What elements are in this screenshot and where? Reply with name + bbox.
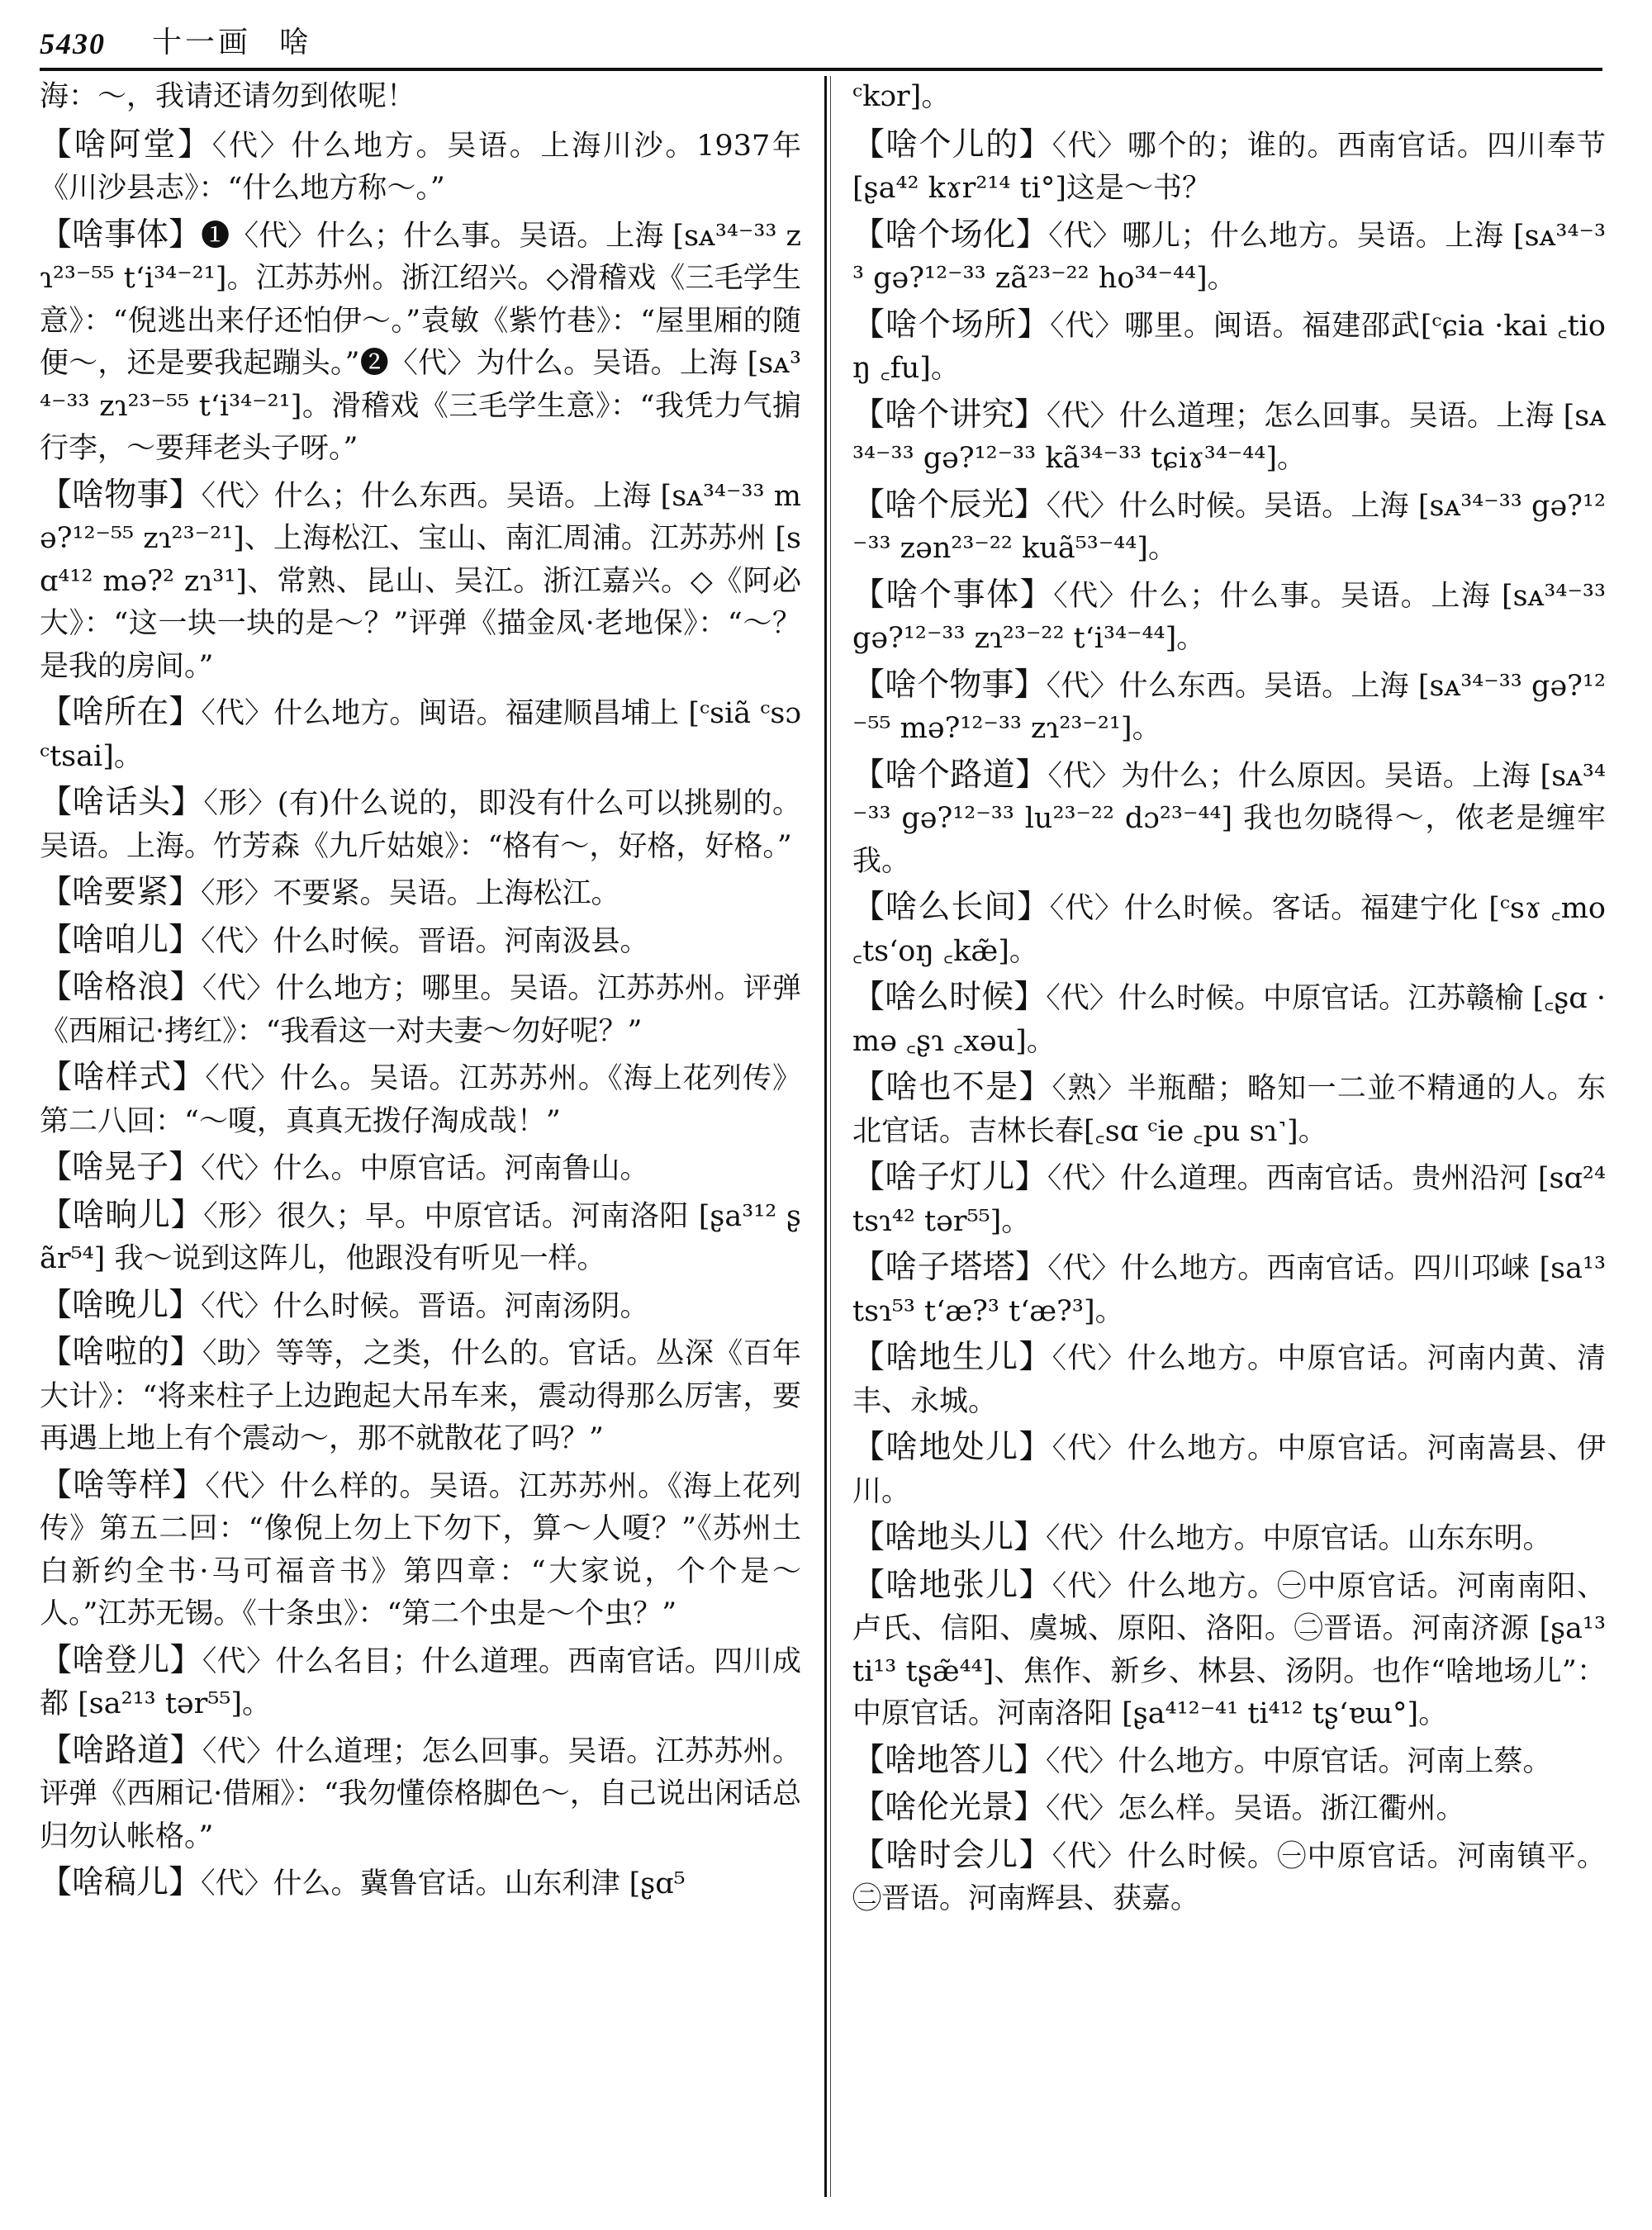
dictionary-entry <box>852 1564 1606 1736</box>
dictionary-entry <box>40 474 801 689</box>
dictionary-entry <box>852 304 1606 391</box>
entry-headword: 【啥个场化】 <box>852 216 1049 254</box>
dictionary-entry <box>852 124 1606 211</box>
entry-headword: 【啥啦的】 <box>40 1334 202 1371</box>
dictionary-entry <box>40 1146 801 1191</box>
column-divider-inner <box>830 76 831 2197</box>
dictionary-entry <box>40 691 801 778</box>
continued-text <box>852 76 1606 119</box>
entry-headword: 【啥晌儿】 <box>40 1196 204 1234</box>
entry-definition: 〈代〉什么地方。中原官话。河南上蔡。 <box>1046 1744 1552 1778</box>
entry-definition: 〈代〉为什么；什么原因。吴语。上海 [sᴀ³⁴⁻³³ gə?¹²⁻³³ lu²³⁻²² dɔ²³⁻⁴⁴] 我也勿晓得～，侬老是缠牢我。 <box>852 759 1606 878</box>
left-column <box>40 76 801 2197</box>
dictionary-entry <box>40 1194 801 1281</box>
entry-headword: 【啥个路道】 <box>852 756 1048 794</box>
entry-definition: 〈形〉(有)什么说的，即没有什么可以挑剔的。吴语。上海。竹芳森《九斤姑娘》：“格有～，好格，好格。” <box>40 787 801 863</box>
dictionary-entry <box>852 754 1606 884</box>
dictionary-entry <box>852 976 1606 1063</box>
entry-headword: 【啥地生儿】 <box>852 1339 1052 1376</box>
dictionary-entry <box>852 484 1606 571</box>
entry-headword: 【啥个辰光】 <box>852 486 1047 524</box>
entry-definition: 〈代〉什么时候。晋语。河南汤阴。 <box>201 1289 649 1323</box>
entry-definition: 〈熟〉半瓶醋；略知一二並不精通的人。东北官话。吉林长春[꜀sɑ ᶜie ꜀pu sɿ˺]。 <box>852 1072 1606 1148</box>
entry-definition: 〈代〉什么。吴语。江苏苏州。《海上花列传》第二八回：“～嗄，真真无拨仔淘成哉！” <box>40 1062 801 1138</box>
entry-headword: 【啥个物事】 <box>852 666 1047 704</box>
entry-definition: 〈代〉哪个的；谁的。西南官话。四川奉节 [ʂa⁴² kɤr²¹⁴ ti°]这是～书？ <box>852 129 1606 205</box>
dictionary-entry <box>40 966 801 1053</box>
entry-definition: 〈代〉什么地方。西南官话。四川邛崃 [sa¹³ tsɿ⁵³ t‘æ?³ t‘æ?³]。 <box>852 1252 1606 1328</box>
entry-definition: 〈代〉什么道理。西南官话。贵州沿河 [sɑ²⁴ tsɿ⁴² tər⁵⁵]。 <box>852 1162 1606 1238</box>
entry-definition: 〈代〉什么地方。吴语。上海川沙。1937年《川沙县志》：“什么地方称～。” <box>40 129 801 205</box>
entry-definition: 〈代〉什么地方。㊀中原官话。河南南阳、卢氏、信阳、虞城、原阳、洛阳。㊁晋语。河南济源 [ʂa¹³ ti¹³ tʂæ̃⁴⁴]、焦作、新乡、林县、汤阴。也作“啥地场儿”：中原官话。河南洛阳 [ʂa⁴¹²⁻⁴¹ ti⁴¹² tʂ‘ɐɯ°]。 <box>852 1569 1606 1730</box>
entry-definition: ᶜkɔr]。 <box>852 80 951 113</box>
entry-headword: 【啥也不是】 <box>852 1069 1052 1106</box>
dictionary-entry <box>852 574 1606 661</box>
entry-headword: 【啥登儿】 <box>40 1641 202 1679</box>
entry-definition: 〈代〉什么时候。吴语。上海 [sᴀ³⁴⁻³³ gə?¹²⁻³³ zən²³⁻²² kuã⁵³⁻⁴⁴]。 <box>852 489 1606 565</box>
entry-headword: 【啥路道】 <box>40 1731 202 1769</box>
entry-definition: 〈形〉很久；早。中原官话。河南洛阳 [ʂa³¹² ʂãr⁵⁴] 我～说到这阵儿，他跟没有听见一样。 <box>40 1199 801 1275</box>
entry-definition: 〈助〉等等，之类，什么的。官话。丛深《百年大计》：“将来柱子上边跑起大吊车来，震动得那么厉害，要再遇上地上有个震动～，那不就散花了吗？” <box>40 1337 801 1455</box>
entry-headword: 【啥话头】 <box>40 784 204 821</box>
entry-headword: 【啥地答儿】 <box>852 1741 1047 1779</box>
entry-definition: 〈代〉什么时候。中原官话。江苏赣榆 [꜀ʂɑ ·mə ꜀ʂɿ ꜀xəu]。 <box>852 982 1606 1058</box>
entry-definition: 〈代〉什么名目；什么道理。西南官话。四川成都 [sa²¹³ tər⁵⁵]。 <box>40 1644 801 1720</box>
entry-headword: 【啥晃子】 <box>40 1149 202 1186</box>
dictionary-entry <box>852 1786 1606 1831</box>
dictionary-entry <box>40 871 801 916</box>
dictionary-entry <box>40 1729 801 1859</box>
entry-definition: 〈代〉哪儿；什么地方。吴语。上海 [sᴀ³⁴⁻³³ gə?¹²⁻³³ zã²³⁻²² ho³⁴⁻⁴⁴]。 <box>852 219 1606 295</box>
entry-definition: 〈代〉什么地方；哪里。吴语。江苏苏州。评弹《西厢记·拷红》：“我看这一对夫妻～勿好呢？” <box>40 972 801 1048</box>
dictionary-entry <box>40 214 801 471</box>
dictionary-entry <box>40 1639 801 1726</box>
dictionary-entry <box>40 1056 801 1143</box>
dictionary-entry <box>40 124 801 211</box>
entry-headword: 【啥物事】 <box>40 476 202 514</box>
dictionary-entry <box>40 919 801 964</box>
entry-headword: 【啥个讲究】 <box>852 396 1047 434</box>
entry-definition: 〈代〉什么。冀鲁官话。山东利津 [ʂɑ⁵ <box>201 1867 686 1900</box>
dictionary-entry <box>852 1516 1606 1561</box>
dictionary-entry <box>852 1739 1606 1784</box>
entry-definition: 〈形〉不要紧。吴语。上海松江。 <box>201 877 620 910</box>
entry-headword: 【啥个儿的】 <box>852 126 1052 164</box>
entry-definition: 〈代〉什么地方。闽语。福建顺昌埔上 [ᶜsiã ᶜsɔ ᶜtsai]。 <box>40 697 801 773</box>
page-number: 5430 <box>40 27 106 60</box>
dictionary-entry <box>40 781 801 868</box>
entry-definition: ❶〈代〉什么；什么事。吴语。上海 [sᴀ³⁴⁻³³ zɿ²³⁻⁵⁵ t‘i³⁴⁻²¹]。江苏苏州。浙江绍兴。◇滑稽戏《三毛学生意》：“倪逃出来仔还怕伊～。”袁敏《紫竹巷》：“屋里厢的随便～，还是要我起蹦头。”❷〈代〉为什么。吴语。上海 [sᴀ³⁴⁻³³ zɿ²³⁻⁵⁵ t‘i³⁴⁻²¹]。滑稽戏《三毛学生意》：“我凭力气掮行李，～要拜老头子呀。” <box>40 219 801 465</box>
dictionary-entry <box>852 1336 1606 1423</box>
entry-definition: 〈代〉什么地方。中原官话。河南内黄、清丰、永城。 <box>852 1342 1606 1418</box>
entry-definition: 〈代〉什么道理；怎么回事。吴语。江苏苏州。评弹《西厢记·借厢》：“我勿懂倷格脚色～，自己说出闲话总归勿认帐格。” <box>40 1734 801 1853</box>
entry-definition: 海：～，我请还请勿到侬呢！ <box>40 80 416 113</box>
dictionary-entry <box>852 214 1606 301</box>
entry-headword: 【啥地张儿】 <box>852 1566 1052 1604</box>
entry-definition: 〈代〉什么地方。中原官话。山东东明。 <box>1046 1522 1552 1555</box>
entry-headword: 【啥样式】 <box>40 1059 206 1096</box>
dictionary-entry <box>852 1066 1606 1153</box>
continued-text <box>40 76 801 119</box>
entry-headword: 【啥阿堂】 <box>40 126 212 164</box>
dictionary-entry <box>852 1426 1606 1513</box>
dictionary-entry <box>852 886 1606 973</box>
stroke-count-section: 十一画 <box>152 26 252 59</box>
entry-headword: 【啥个场所】 <box>852 306 1051 344</box>
entry-headword: 【啥个事体】 <box>852 576 1054 614</box>
dictionary-entry <box>40 1464 801 1636</box>
dictionary-entry <box>852 1156 1606 1243</box>
dictionary-entry <box>40 1284 801 1329</box>
entry-headword: 【啥要紧】 <box>40 874 202 911</box>
column-divider <box>824 76 827 2197</box>
entry-definition: 〈代〉什么时候。晋语。河南汲县。 <box>201 924 649 958</box>
entry-definition: 〈代〉什么道理；怎么回事。吴语。上海 [sᴀ³⁴⁻³³ gə?¹²⁻³³ kã³⁴⁻³³ tɕiɤ³⁴⁻⁴⁴]。 <box>852 399 1606 475</box>
entry-definition: 〈代〉什么东西。吴语。上海 [sᴀ³⁴⁻³³ gə?¹²⁻⁵⁵ mə?¹²⁻³³ zɿ²³⁻²¹]。 <box>852 669 1606 745</box>
entry-definition: 〈代〉什么。中原官话。河南鲁山。 <box>201 1152 649 1185</box>
entry-definition: 〈代〉什么；什么东西。吴语。上海 [sᴀ³⁴⁻³³ mə?¹²⁻⁵⁵ zɿ²³⁻²¹]、上海松江、宝山、南汇周浦。江苏苏州 [sɑ⁴¹² mə?² zɿ³¹]、常熟、昆山、吴江。浙江嘉兴。◇《阿必大》：“这一块一块的是～？”评弹《描金凤·老地保》：“～？是我的房间。” <box>40 479 801 683</box>
entry-headword: 【啥么时候】 <box>852 979 1047 1016</box>
dictionary-entry <box>40 1331 801 1461</box>
dictionary-entry <box>852 1246 1606 1333</box>
entry-definition: 〈代〉什么时候。客话。福建宁化 [ᶜsɤ ꜀mo ꜀ts‘oŋ ꜀kæ̃]。 <box>852 892 1606 968</box>
entry-headword: 【啥么长间】 <box>852 889 1050 926</box>
entry-headword: 【啥地头儿】 <box>852 1519 1047 1556</box>
entry-headword: 【啥晚儿】 <box>40 1286 202 1324</box>
entry-definition: 〈代〉什么时候。㊀中原官话。河南镇平。㊁晋语。河南辉县、获嘉。 <box>852 1839 1606 1915</box>
dictionary-entry <box>852 664 1606 751</box>
right-column <box>852 76 1606 2197</box>
entry-headword: 【啥地处儿】 <box>852 1429 1052 1466</box>
entry-headword: 【啥时会儿】 <box>852 1836 1052 1874</box>
entry-headword: 【啥事体】 <box>40 216 202 254</box>
dictionary-entry <box>852 394 1606 481</box>
entry-headword: 【啥等样】 <box>40 1466 206 1504</box>
entry-definition: 〈代〉什么；什么事。吴语。上海 [sᴀ³⁴⁻³³ gə?¹²⁻³³ zɿ²³⁻²² t‘i³⁴⁻⁴⁴]。 <box>852 579 1606 655</box>
entry-headword: 【啥子塔塔】 <box>852 1249 1048 1286</box>
page-header <box>40 18 1602 71</box>
entry-headword: 【啥咱儿】 <box>40 921 202 959</box>
dictionary-entry <box>40 1862 801 1906</box>
entry-headword: 【啥子灯儿】 <box>852 1159 1047 1196</box>
entry-headword: 【啥伦光景】 <box>852 1789 1047 1826</box>
entry-definition: 〈代〉什么样的。吴语。江苏苏州。《海上花列传》第五二回：“像倪上勿上下勿下，算～人嗄？”《苏州土白新约全书·马可福音书》第四章：“大家说，个个是～人。”江苏无锡。《十条虫》：“第二个虫是～个虫？” <box>40 1469 801 1630</box>
entry-headword: 【啥稿儿】 <box>40 1864 202 1901</box>
entry-headword: 【啥所在】 <box>40 694 202 731</box>
head-character: 啥 <box>279 26 310 59</box>
entry-definition: 〈代〉什么地方。中原官话。河南嵩县、伊川。 <box>852 1432 1606 1508</box>
entry-definition: 〈代〉哪里。闽语。福建邵武[ᶜɕia ·kai ꜀tioŋ ꜀fu]。 <box>852 309 1606 385</box>
entry-definition: 〈代〉怎么样。吴语。浙江衢州。 <box>1046 1792 1465 1825</box>
dictionary-entry <box>852 1834 1606 1921</box>
entry-headword: 【啥格浪】 <box>40 969 202 1006</box>
